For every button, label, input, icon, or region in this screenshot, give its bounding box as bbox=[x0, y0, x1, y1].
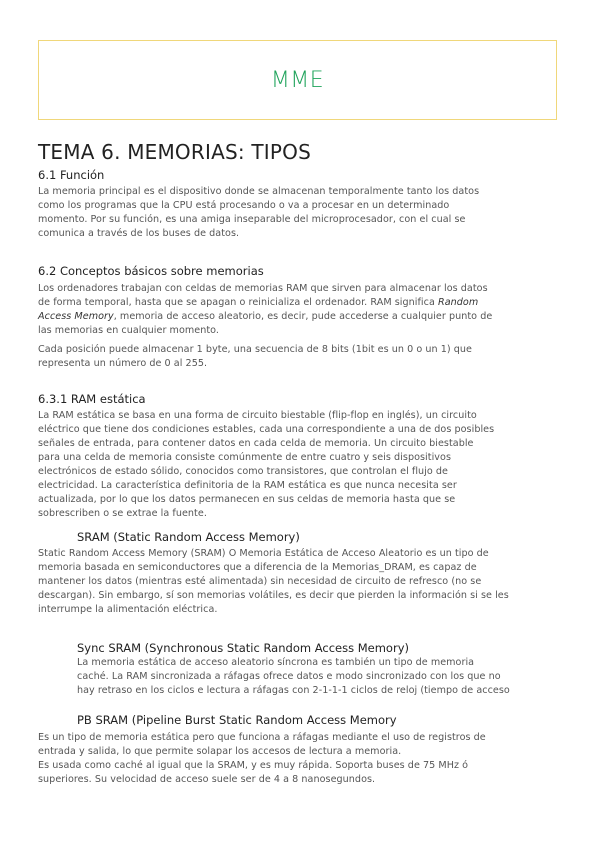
document-title: TEMA 6. MEMORIAS: TIPOS bbox=[38, 140, 311, 164]
header-title: MME bbox=[270, 67, 325, 93]
text-line: La RAM estática se basa en una forma de circuito biestable (flip-flop en inglés), un circuito bbox=[38, 410, 477, 421]
section-6-3-1-heading: 6.3.1 RAM estática bbox=[38, 392, 146, 406]
text-line: actualizada, por lo que los datos permanecen en sus celdas de memoria hasta que se bbox=[38, 494, 456, 505]
text-line: Cada posición puede almacenar 1 byte, una secuencia de 8 bits (1bit es un 0 o un 1) que bbox=[38, 344, 472, 355]
section-6-2-paragraph-1 bbox=[38, 282, 492, 338]
text-line: hay retraso en los ciclos e lectura a ráfagas con 2-1-1-1 ciclos de reloj (tiempo de acceso bbox=[77, 685, 510, 696]
pb-sram-heading: PB SRAM (Pipeline Burst Static Random Access Memory bbox=[77, 713, 397, 727]
section-6-1-heading: 6.1 Función bbox=[38, 168, 105, 182]
section-6-2-heading: 6.2 Conceptos básicos sobre memorias bbox=[38, 264, 264, 278]
text-line: representa un número de 0 al 255. bbox=[38, 358, 208, 369]
text-line: momento. Por su función, es una amiga inseparable del microprocesador, con el cual se bbox=[38, 214, 466, 225]
text-line: memoria basada en semiconductores que a diferencia de la Memorias_DRAM, es capaz de bbox=[38, 562, 477, 573]
text-line bbox=[38, 296, 492, 310]
text-line: Static Random Access Memory (SRAM) O Memoria Estática de Acceso Aleatorio es un tipo de bbox=[38, 548, 489, 559]
text-line: electrónicos de estado sólido, conocidos como transistores, que controlan el flujo de bbox=[38, 466, 448, 477]
text-line: entrada y salida, lo que permite solapar los accesos de lectura a memoria. bbox=[38, 746, 402, 757]
sync-sram-heading: Sync SRAM (Synchronous Static Random Access Memory) bbox=[77, 641, 409, 655]
text-line: interrumpe la alimentación eléctrica. bbox=[38, 604, 218, 615]
text-line: señales de entrada, para contener datos en cada celda de memoria. Un circuito biestable bbox=[38, 438, 474, 449]
text-line: Es un tipo de memoria estática pero que funciona a ráfagas mediante el uso de registros de bbox=[38, 732, 486, 743]
text-run: , memoria de acceso aleatorio, es decir, pude accederse a cualquier punto de bbox=[113, 311, 493, 322]
sram-heading: SRAM (Static Random Access Memory) bbox=[77, 530, 300, 544]
text-line: La memoria estática de acceso aleatorio síncrona es también un tipo de memoria bbox=[77, 657, 475, 668]
text-line: La memoria principal es el dispositivo donde se almacenan temporalmente tanto los datos bbox=[38, 186, 480, 197]
sync-sram-paragraph bbox=[77, 656, 510, 698]
header-banner bbox=[38, 40, 557, 120]
section-6-1-paragraph bbox=[38, 185, 479, 241]
emphasis-text: Random bbox=[438, 297, 479, 308]
text-line: eléctrico que tiene dos condiciones estables, cada una correspondiente a una de dos posibles bbox=[38, 424, 495, 435]
text-line: descargan). Sin embargo, sí son memorias volátiles, es decir que pierden la información si se les bbox=[38, 590, 509, 601]
text-line: comunica a través de los buses de datos. bbox=[38, 228, 240, 239]
text-line: Es usada como caché al igual que la SRAM, y es muy rápida. Soporta buses de 75 MHz ó bbox=[38, 760, 469, 771]
text-line: Los ordenadores trabajan con celdas de memorias RAM que sirven para almacenar los datos bbox=[38, 283, 488, 294]
emphasis-text: Access Memory bbox=[38, 311, 114, 322]
text-line: sobrescriben o se extrae la fuente. bbox=[38, 508, 207, 519]
text-line bbox=[38, 310, 492, 324]
pb-sram-paragraph bbox=[38, 731, 486, 787]
text-line: como los programas que la CPU está procesando o va a procesar en un determinado bbox=[38, 200, 450, 211]
text-line: caché. La RAM sincronizada a ráfagas ofrece datos e modo sincronizado con los que no bbox=[77, 671, 501, 682]
section-6-2-paragraph-2 bbox=[38, 343, 472, 371]
text-line: mantener los datos (mientras esté alimentada) sin necesidad de circuito de refresco (no se bbox=[38, 576, 482, 587]
sram-paragraph bbox=[38, 547, 509, 617]
text-line: superiores. Su velocidad de acceso suele ser de 4 a 8 nanosegundos. bbox=[38, 774, 376, 785]
text-line: para una celda de memoria consiste comúnmente de entre cuatro y seis dispositivos bbox=[38, 452, 451, 463]
section-6-3-1-paragraph bbox=[38, 409, 494, 521]
text-run: de forma temporal, hasta que se apagan o reinicializa el ordenador. RAM significa bbox=[38, 297, 438, 308]
text-line: electricidad. La característica definitoria de la RAM estática es que nunca necesita ser bbox=[38, 480, 457, 491]
text-line: las memorias en cualquier momento. bbox=[38, 325, 220, 336]
